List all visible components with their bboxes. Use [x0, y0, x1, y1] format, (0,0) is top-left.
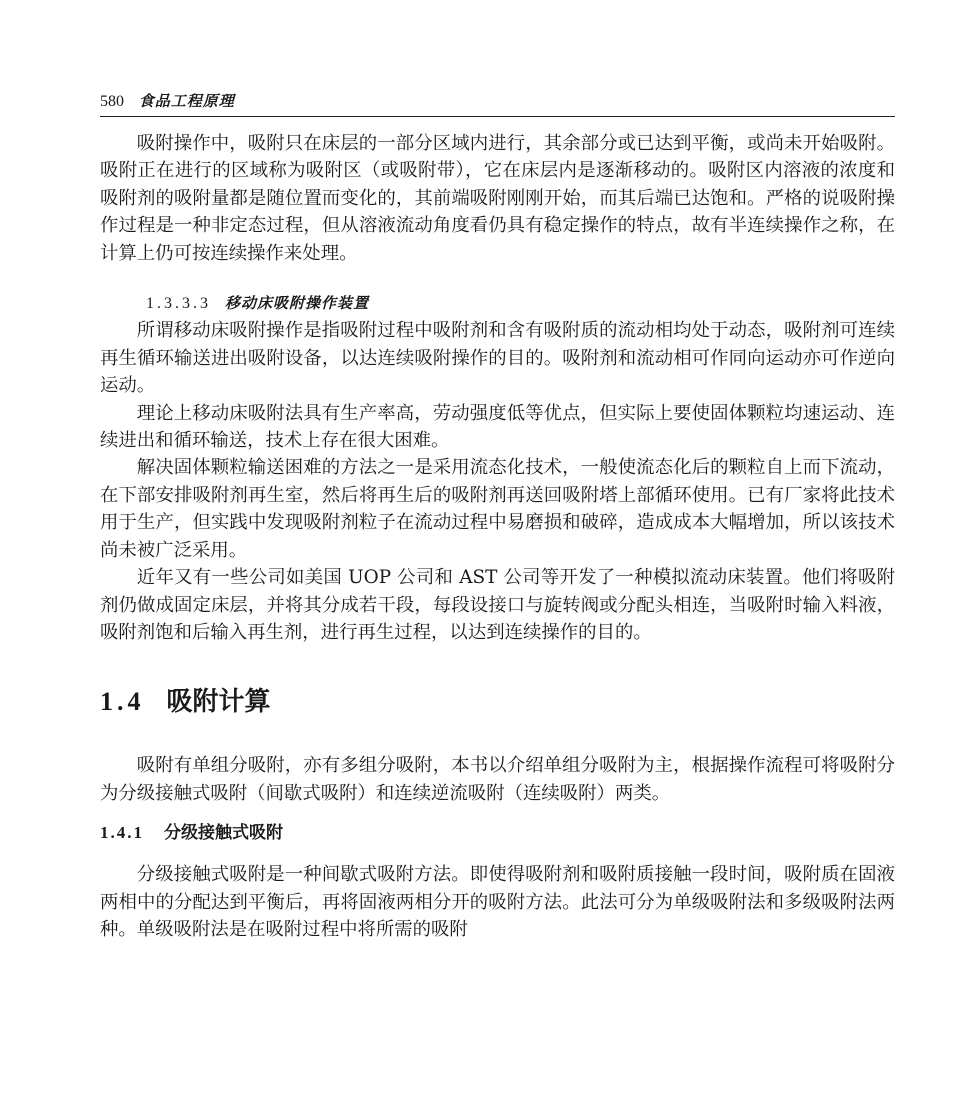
paragraph: 所谓移动床吸附操作是指吸附过程中吸附剂和含有吸附质的流动相均处于动态，吸附剂可连续再生循环输送进出吸附设备，以达连续吸附操作的目的。吸附剂和流动相可作同向运动亦可作逆向运动。 — [100, 320, 895, 397]
subsection-number: 1.3.3.3 — [146, 295, 211, 313]
paragraph: 近年又有一些公司如美国 UOP 公司和 AST 公司等开发了一种模拟流动床装置。他们将吸附剂仍做成固定床层，并将其分成若干段，每段设接口与旋转阀或分配头相连，当吸附时输入料液，吸附剂饱和后输入再生剂，进行再生过程，以达到连续操作的目的。 — [100, 567, 895, 643]
section-number: 1.4 — [100, 687, 145, 717]
subsection-number: 1.4.1 — [100, 823, 144, 843]
subsection-title: 分级接触式吸附 — [164, 823, 283, 844]
paragraph: 吸附有单组分吸附，亦有多组分吸附，本书以介绍单组分吸附为主，根据操作流程可将吸附分为分级接触式吸附（间歇式吸附）和连续逆流吸附（连续吸附）两类。 — [100, 755, 895, 804]
header-rule — [100, 116, 895, 117]
subsection-heading-1333 — [100, 289, 895, 317]
paragraph: 理论上移动床吸附法具有生产率高，劳动强度低等优点，但实际上要使固体颗粒均速运动、连续进出和循环输送，技术上存在很大困难。 — [100, 402, 895, 452]
book-title: 食品工程原理 — [138, 92, 235, 110]
paragraph: 分级接触式吸附是一种间歇式吸附方法。即使得吸附剂和吸附质接触一段时间，吸附质在固液两相中的分配达到平衡后，再将固液两相分开的吸附方法。此法可分为单级吸附法和多级吸附法两种。单级吸附法是在吸附过程中将所需的吸附 — [100, 864, 895, 940]
page-number: 580 — [100, 93, 124, 110]
paragraph: 吸附操作中，吸附只在床层的一部分区域内进行，其余部分或已达到平衡，或尚未开始吸附。吸附正在进行的区域称为吸附区（或吸附带），它在床层内是逐渐移动的。吸附区内溶液的浓度和吸附剂的吸附量都是随位置而变化的，其前端吸附刚刚开始，而其后端已达饱和。严格的说吸附操作过程是一种非定态过程，但从溶液流动角度看仍具有稳定操作的特点，故有半连续操作之称，在计算上仍可按连续操作来处理。 — [100, 133, 895, 264]
paragraph: 解决固体颗粒输送困难的方法之一是采用流态化技术，一般使流态化后的颗粒自上而下流动，在下部安排吸附剂再生室，然后将再生后的吸附剂再送回吸附塔上部循环使用。已有厂家将此技术用于生产，但实践中发现吸附剂粒子在流动过程中易磨损和破碎，造成成本大幅增加，所以该技术尚未被广泛采用。 — [100, 457, 895, 561]
page-body — [100, 130, 895, 943]
subsection-heading-141 — [100, 819, 895, 847]
subsection-title: 移动床吸附操作装置 — [225, 294, 370, 313]
running-header — [100, 90, 895, 114]
section-heading-14 — [100, 682, 895, 722]
section-title: 吸附计算 — [166, 687, 271, 718]
